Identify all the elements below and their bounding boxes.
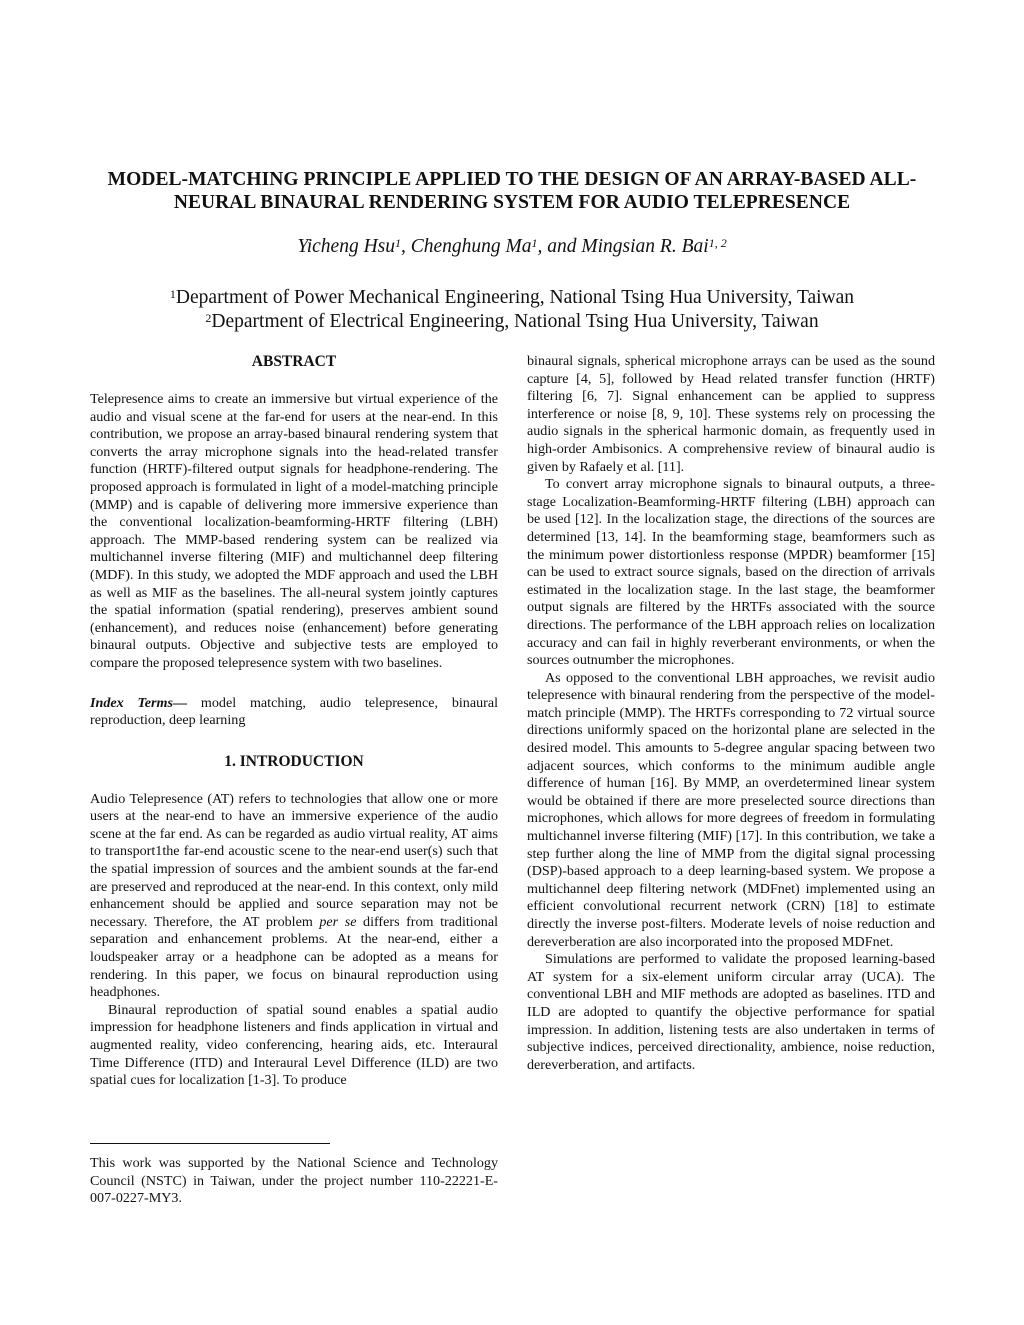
intro-heading: 1. INTRODUCTION — [224, 752, 364, 770]
index-terms-text: model matching, audio telepresence, binaural reproduction, deep learning — [90, 694, 499, 729]
affiliation-2-number: 2 — [205, 311, 212, 325]
author-3: Mingsian R. Bai — [581, 236, 709, 257]
affiliation-1 — [60, 286, 964, 310]
author-3-affil: 1, 2 — [708, 236, 727, 250]
title-line-2: NEURAL BINAURAL RENDERING SYSTEM FOR AUDIO TELEPRESENCE — [173, 192, 851, 213]
right-column — [527, 353, 935, 1074]
right-paragraph-4: Simulations are performed to validate the proposed learning-based AT system for a six-element uniform circular array (UCA). The conventional LBH and MIF methods are adopted as baselines. ITD and ILD are adopted to quantify the objective performance for spatial impression. In addition, listening tests are also undertaken in terms of subjective indices, perceived directionality, ambience, noise reduction, dereverberation, and artifacts. — [527, 951, 935, 1073]
index-terms — [90, 695, 498, 730]
author-separator: , and — [537, 236, 582, 257]
funding-footnote: This work was supported by the National Science and Technology Council (NSTC) in Taiwan, under the project number 110-22221-E-007-0227-MY3. — [90, 1155, 498, 1207]
author-list — [60, 234, 964, 260]
author-2-affil: 1 — [531, 236, 538, 250]
intro-paragraph-1 — [90, 791, 498, 1002]
intro-p1-part-b: differs from traditional separation and enhancement problems. At the near-end, either a loudspeaker array or a headphone can be adopted as a means for rendering. In this paper, we focus on binaural reproduction using headphones. — [90, 913, 498, 1001]
abstract-text: Telepresence aims to create an immersive but virtual experience of the audio and visual scene at the far-end for users at the near-end. In this contribution, we propose an array-based binaural rendering system that converts the array microphone signals into the head-related transfer function (HRTF)-filtered output signals for headphone-rendering. The proposed approach is formulated in light of a model-matching principle (MMP) and is capable of delivering more immersive experience than the conventional localization-beamforming-HRTF filtering (LBH) approach. The MMP-based rendering system can be realized via multichannel inverse filtering (MIF) and multichannel deep filtering (MDF). In this study, we adopted the MDF approach and used the LBH as well as MIF as the baselines. The all-neural system jointly captures the spatial information (spatial rendering), preserves ambient sound (enhancement), and reduces noise (enhancement) before generating binaural outputs. Objective and subjective tests are employed to compare the proposed telepresence system with two baselines. — [90, 391, 498, 671]
intro-p1-part-a: Audio Telepresence (AT) refers to technologies that allow one or more users at the near-end to have an immersive experience of the audio scene at the far end. As can be regarded as audio virtual reality, AT aims to transport1the far-end acoustic scene to the near-end user(s) such that the spatial impression of sources and the ambient sounds at the far-end are preserved and reproduced at the near-end. In this context, only mild enhancement should be applied and source separation may not be necessary. Therefore, the AT problem — [90, 790, 498, 930]
abstract-heading: ABSTRACT — [251, 353, 337, 370]
intro-paragraph-2: Binaural reproduction of spatial sound enables a spatial audio impression for headphone listeners and finds application in virtual and augmented reality, video conferencing, hearing aids, etc. Interaural Time Difference (ITD) and Interaural Level Difference (ILD) are two spatial cues for localization [1-3]. To produce — [90, 1001, 498, 1089]
title-line-1: MODEL-MATCHING PRINCIPLE APPLIED TO THE DESIGN OF AN ARRAY-BASED ALL- — [107, 169, 917, 190]
right-paragraph-3: As opposed to the conventional LBH approaches, we revisit audio telepresence with binaural rendering from the perspective of the model-match principle (MMP). The HRTFs corresponding to 72 virtual source directions uniformly spaced on the horizontal plane are selected in the desired model. This amounts to 5-degree angular spacing between two adjacent sources, which conforms to the minimum audible angle difference of human [16]. By MMP, an overdetermined linear system would be obtained if there are more preselected source directions than microphones, which allows for more degrees of freedom in formulating multichannel inverse filtering (MIF) [17]. In this contribution, we take a step further along the line of MMP from the digital signal processing (DSP)-based approach to a deep learning-based system. We propose a multichannel deep filtering network (MDFnet) implemented using an efficient convolutional recurrent network (CRN) [18] to estimate directly the inverse post-filters. Moderate levels of noise reduction and dereverberation are also incorporated into the proposed MDFnet. — [527, 669, 935, 950]
footnote-divider — [90, 1143, 330, 1144]
author-separator: , — [400, 236, 411, 257]
index-terms-label: Index Terms— — [90, 694, 188, 711]
author-2: Chenghung Ma — [410, 236, 532, 257]
affiliation-2-text: Department of Electrical Engineering, National Tsing Hua University, Taiwan — [211, 311, 819, 332]
author-1: Yicheng Hsu — [297, 236, 395, 257]
left-column — [90, 353, 498, 1090]
affiliation-2 — [60, 310, 964, 334]
paper-title — [60, 168, 964, 214]
affiliation-1-text: Department of Power Mechanical Engineering, National Tsing Hua University, Taiwan — [175, 287, 855, 308]
right-paragraph-1: binaural signals, spherical microphone arrays can be used as the sound capture [4, 5], followed by Head related transfer function (HRTF) filtering [6, 7]. Signal enhancement can be applied to suppress interference or noise [8, 9, 10]. These systems rely on processing the audio signals in the spherical harmonic domain, as frequently used in high-order Ambisonics. A comprehensive review of binaural audio is given by Rafaely et al. [11]. — [527, 353, 935, 475]
intro-p1-italic: per se — [319, 913, 357, 930]
right-paragraph-2: To convert array microphone signals to binaural outputs, a three-stage Localization-Beamforming-HRTF filtering (LBH) approach can be used [12]. In the localization stage, the directions of the sources are determined [13, 14]. In the beamforming stage, beamformers such as the minimum power distortionless response (MPDR) beamformer [15] can be used to extract source signals, based on the direction of arrivals estimated in the localization stage. In the last stage, the beamformer output signals are filtered by the HRTFs associated with the source directions. The performance of the LBH approach relies on localization accuracy and can fail in highly reverberant environments, or when the sources outnumber the microphones. — [527, 476, 935, 669]
affiliation-1-number: 1 — [169, 287, 176, 301]
author-1-affil: 1 — [394, 236, 401, 250]
